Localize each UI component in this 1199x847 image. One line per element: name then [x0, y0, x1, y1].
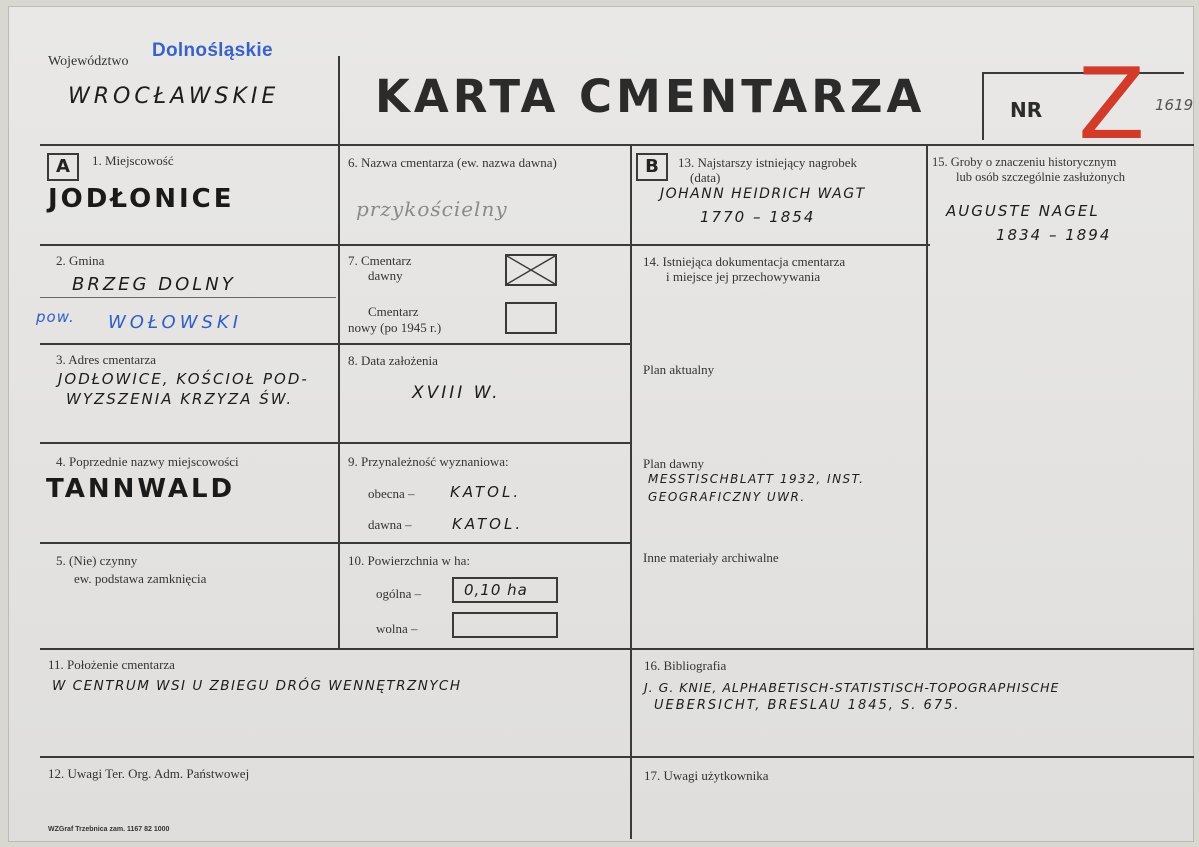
field-15-value-line2: 1834 – 1894: [996, 226, 1112, 244]
field-17-label: 17. Uwagi użytkownika: [644, 768, 769, 783]
voivodeship-stamp: Dolnośląskie: [152, 40, 273, 61]
field-11-label: 11. Położenie cmentarza: [48, 657, 175, 672]
area-total-value: 0,10 ha: [464, 581, 528, 599]
field-6-label: 6. Nazwa cmentarza (ew. nazwa dawna): [348, 155, 557, 170]
field-14-label: 14. Istniejąca dokumentacja cmentarza: [643, 254, 846, 269]
field-16-value-line2: UEBERSICHT, BRESLAU 1845, S. 675.: [654, 698, 961, 713]
nr-letter: Z: [1078, 48, 1146, 162]
field-15-sublabel: lub osób szczególnie zasłużonych: [956, 170, 1126, 184]
field-16-label: 16. Bibliografia: [644, 658, 727, 673]
plan-current-label: Plan aktualny: [643, 362, 715, 377]
field-11-value: W CENTRUM WSI U ZBIEGU DRÓG WENNĘTRZNYCH: [52, 678, 462, 694]
section-a-box: A: [47, 153, 79, 181]
field-13-value-line2: 1770 – 1854: [700, 208, 816, 226]
field-4-value: TANNWALD: [46, 474, 236, 504]
other-materials-label: Inne materiały archiwalne: [643, 550, 779, 565]
print-footer: WZGraf Trzebnica zam. 1167 82 1000: [48, 826, 170, 833]
divider: [40, 144, 1194, 146]
divider: [40, 542, 632, 544]
divider: [40, 442, 632, 444]
field-1-value: JODŁONICE: [48, 184, 235, 214]
field-13-sublabel: (data): [690, 170, 721, 185]
field-7-label: 7. Cmentarz: [348, 253, 412, 268]
field-7-dawny: dawny: [368, 268, 403, 283]
field-2-pow-prefix: pow.: [36, 308, 75, 326]
field-6-value: przykościelny: [356, 197, 508, 221]
plan-old-label: Plan dawny: [643, 456, 705, 471]
field-15-value-line1: AUGUSTE NAGEL: [946, 202, 1100, 220]
area-total-field[interactable]: [452, 577, 558, 603]
field-3-label: 3. Adres cmentarza: [56, 352, 156, 367]
plan-old-value-line1: MESSTISCHBLATT 1932, INST.: [648, 472, 865, 486]
nr-label: NR: [1010, 98, 1043, 122]
field-10-label: 10. Powierzchnia w ha:: [348, 553, 471, 568]
page-title: KARTA CMENTARZA: [375, 70, 926, 123]
field-13-label: 13. Najstarszy istniejący nagrobek: [678, 155, 858, 170]
divider: [40, 343, 632, 345]
field-5-sublabel: ew. podstawa zamknięcia: [74, 571, 207, 586]
nr-number: 1619: [1155, 96, 1194, 114]
voivodeship-handwritten: WROCŁAWSKIE: [68, 84, 280, 109]
field-3-value-line1: JODŁOWICE, KOŚCIOŁ POD-: [58, 370, 309, 388]
field-7-cmentarz2: Cmentarz: [368, 304, 419, 319]
field-15-label: 15. Groby o znaczeniu historycznym: [932, 155, 1117, 169]
divider: [40, 244, 930, 246]
field-4-label: 4. Poprzednie nazwy miejscowości: [56, 454, 239, 469]
field-12-label: 12. Uwagi Ter. Org. Adm. Państwowej: [48, 766, 250, 781]
divider: [630, 145, 632, 839]
field-7-nowy: nowy (po 1945 r.): [348, 320, 442, 335]
field-9-obecna-value: KATOL.: [450, 483, 522, 501]
field-9-dawna-value: KATOL.: [452, 515, 524, 533]
field-1-label: 1. Miejscowość: [92, 153, 174, 168]
area-free-field[interactable]: [452, 612, 558, 638]
field-2-pow-value: WOŁOWSKI: [108, 312, 243, 333]
field-10-wolna-label: wolna –: [376, 621, 418, 636]
divider: [40, 648, 1194, 650]
field-5-label: 5. (Nie) czynny: [56, 553, 138, 568]
field-3-value-line2: WYZSZENIA KRZYZA ŚW.: [66, 390, 294, 408]
underline: [40, 297, 336, 298]
section-b-box: B: [636, 153, 668, 181]
field-10-ogolna-label: ogólna –: [376, 586, 422, 601]
voivodeship-label: Województwo: [48, 54, 129, 69]
field-9-label: 9. Przynależność wyznaniowa:: [348, 454, 509, 469]
field-16-value-line1: J. G. KNIE, ALPHABETISCH-STATISTISCH-TOPOGRAPHISCHE: [644, 680, 1060, 695]
field-9-dawna-label: dawna –: [368, 517, 412, 532]
old-cemetery-checkbox[interactable]: [505, 254, 557, 286]
cross-mark-icon: [507, 256, 555, 284]
field-8-label: 8. Data założenia: [348, 353, 438, 368]
field-8-value: XVIII W.: [412, 383, 501, 403]
field-13-value-line1: JOHANN HEIDRICH WAGT: [660, 186, 866, 202]
divider: [40, 756, 1194, 758]
field-2-label: 2. Gmina: [56, 253, 105, 268]
field-14-sublabel: i miejsce jej przechowywania: [666, 269, 821, 284]
field-9-obecna-label: obecna –: [368, 486, 415, 501]
new-cemetery-checkbox[interactable]: [505, 302, 557, 334]
divider: [926, 145, 928, 650]
plan-old-value-line2: GEOGRAFICZNY UWR.: [648, 490, 806, 504]
field-2-value: BRZEG DOLNY: [72, 274, 236, 295]
